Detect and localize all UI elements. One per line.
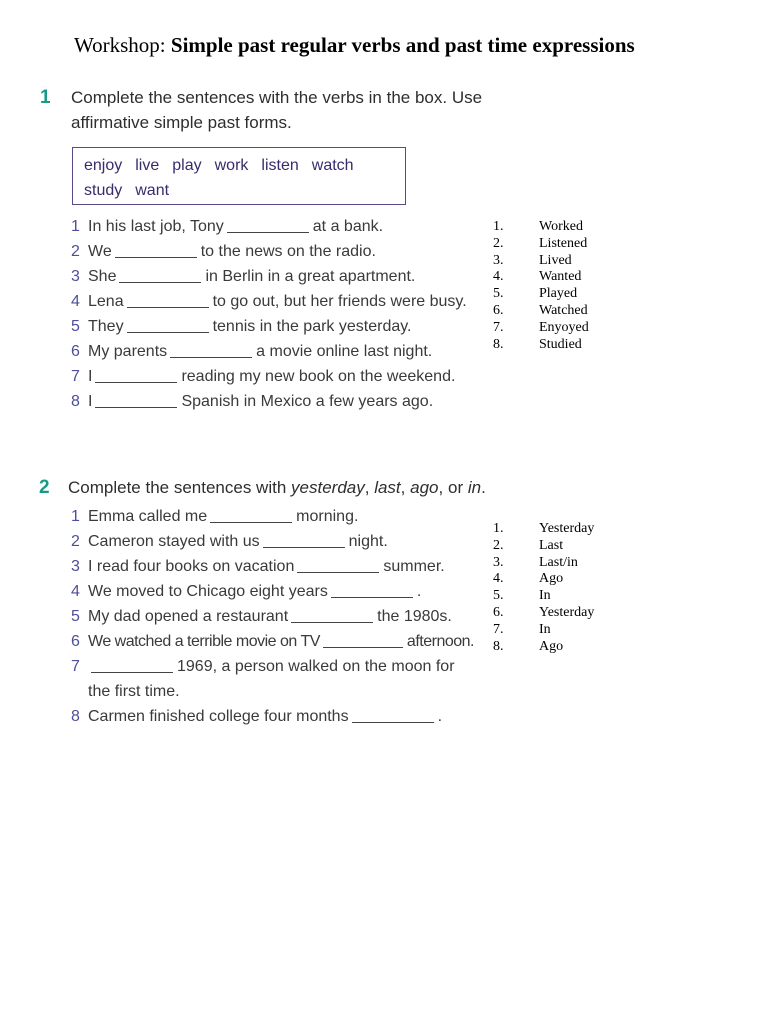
sentence-number: 5: [71, 318, 80, 335]
answer-number: 8.: [493, 336, 504, 352]
sentence-text: My parents: [88, 343, 168, 360]
answer-text: Studied: [539, 336, 582, 352]
answer-number: 7.: [493, 319, 504, 335]
answer-item: [493, 236, 589, 253]
answer-number: 1.: [493, 219, 504, 234]
sentence-text: reading my new book on the weekend.: [181, 368, 456, 385]
sentence-text: In his last job, Tony: [88, 218, 224, 235]
blank-line: [127, 318, 209, 333]
answer-number: 4.: [493, 269, 504, 285]
sentence: [71, 216, 491, 238]
answer-item: [493, 639, 594, 656]
answer-number: 6.: [493, 302, 504, 318]
answer-number: 3.: [493, 554, 504, 570]
sentence: [71, 241, 491, 263]
keyword: last: [374, 478, 401, 497]
sentence-text: a movie online last night.: [256, 343, 433, 360]
sentence-text: Spanish in Mexico a few years ago.: [181, 393, 434, 410]
sentence-number: 3: [71, 558, 80, 575]
sentence-text: 1969, a person walked on the moon for: [177, 658, 455, 675]
answer-item: [493, 303, 589, 320]
answer-item: [493, 337, 589, 354]
sentence-text: the first time.: [88, 683, 180, 700]
exercise-2-instruction: [68, 475, 486, 500]
sentence-text: .: [437, 708, 443, 725]
word-box: [72, 147, 406, 205]
answer-text: Yesterday: [539, 604, 595, 620]
answer-text: Last: [539, 537, 564, 553]
blank-line: [352, 708, 434, 723]
sentence: [71, 606, 491, 628]
sentence-text: afternoon.: [406, 633, 474, 650]
exercise-2-answers: [493, 521, 594, 655]
blank-line: [127, 293, 209, 308]
answer-text: Wanted: [539, 269, 582, 285]
sentence: [71, 291, 491, 313]
keyword: yesterday: [291, 478, 365, 497]
answer-item: [493, 605, 594, 622]
keyword: in: [467, 478, 482, 497]
answer-text: Listened: [539, 235, 588, 251]
title-main: Simple past regular verbs and past time expressions: [170, 33, 635, 57]
box-word: live: [135, 157, 160, 174]
sentence: [71, 706, 491, 728]
answer-number: 1.: [493, 521, 504, 536]
blank-line: [119, 268, 201, 283]
sentence: [71, 531, 491, 553]
sentence-number: 6: [71, 343, 80, 360]
instruction-text: ,: [400, 478, 406, 497]
answer-text: In: [539, 588, 551, 604]
sentence-text: Emma called me: [88, 508, 208, 525]
blank-line: [210, 508, 292, 523]
sentence: [71, 316, 491, 338]
sentence-text: summer.: [383, 558, 445, 575]
sentence-text: Carmen finished college four months: [88, 708, 349, 725]
blank-line: [91, 658, 173, 673]
sentence-text: We watched a terrible movie on TV: [88, 633, 320, 650]
sentence-text: They: [88, 318, 124, 335]
box-word: study: [84, 182, 123, 199]
exercise-1-answers: [493, 219, 589, 353]
answer-item: [493, 571, 594, 588]
blank-line: [115, 243, 197, 258]
answer-text: Enyoyed: [539, 319, 589, 335]
answer-item: [493, 320, 589, 337]
answer-text: Worked: [539, 219, 583, 234]
sentence: [71, 391, 491, 413]
sentence: [71, 341, 491, 363]
sentence-text: I: [88, 393, 93, 410]
sentence-text: We: [88, 243, 112, 260]
sentence-number: 8: [71, 708, 80, 725]
sentence: [71, 556, 491, 578]
exercise-1-instruction: [71, 85, 482, 135]
answer-number: 4.: [493, 571, 504, 587]
blank-line: [227, 218, 309, 233]
answer-number: 2.: [493, 235, 504, 251]
sentence-number: 2: [71, 243, 80, 260]
blank-line: [95, 393, 177, 408]
blank-line: [331, 583, 413, 598]
box-word: watch: [311, 157, 354, 174]
blank-line: [263, 533, 345, 548]
instruction-line: Complete the sentences with the verbs in the box. Use: [71, 88, 483, 107]
sentence-text: .: [416, 583, 422, 600]
answer-number: 8.: [493, 638, 504, 654]
sentence-text: the 1980s.: [377, 608, 452, 625]
answer-item: [493, 622, 594, 639]
answer-text: Ago: [539, 571, 564, 587]
sentence-text: morning.: [296, 508, 359, 525]
sentence-number: 4: [71, 583, 80, 600]
instruction-text: or: [447, 478, 464, 497]
answer-item: [493, 555, 594, 572]
sentence-number: 6: [71, 633, 80, 650]
answer-number: 5.: [493, 588, 504, 604]
sentence: [71, 581, 491, 603]
answer-number: 5.: [493, 286, 504, 302]
sentence-number: 7: [71, 368, 80, 385]
sentence-text: Lena: [88, 293, 124, 310]
instruction-text: ,: [438, 478, 444, 497]
sentence-text: She: [88, 268, 117, 285]
sentence-number: 2: [71, 533, 80, 550]
answer-text: Ago: [539, 638, 564, 654]
sentence-text: at a bank.: [312, 218, 384, 235]
sentence-text: We moved to Chicago eight years: [88, 583, 328, 600]
answer-item: [493, 219, 589, 236]
sentence-text: to go out, but her friends were busy.: [212, 293, 467, 310]
answer-text: Played: [539, 286, 578, 302]
answer-number: 2.: [493, 537, 504, 553]
answer-text: In: [539, 621, 551, 637]
sentence: [71, 506, 491, 528]
exercise-1-number: 1: [40, 87, 51, 108]
sentence-text: night.: [348, 533, 388, 550]
blank-line: [323, 633, 403, 648]
sentence-text: I read four books on vacation: [88, 558, 295, 575]
instruction-text: ,: [364, 478, 370, 497]
instruction-text: Complete the sentences with: [68, 478, 287, 497]
sentence: [71, 656, 491, 678]
answer-item: [493, 521, 594, 538]
sentence-text: My dad opened a restaurant: [88, 608, 289, 625]
answer-number: 6.: [493, 604, 504, 620]
exercise-2-number: 2: [39, 477, 50, 498]
sentence: [71, 631, 491, 653]
sentence-number: 8: [71, 393, 80, 410]
blank-line: [170, 343, 252, 358]
blank-line: [95, 368, 177, 383]
box-word: enjoy: [84, 157, 123, 174]
answer-item: [493, 253, 589, 270]
box-word: work: [214, 157, 249, 174]
answer-text: Watched: [539, 302, 588, 318]
sentence: [71, 681, 491, 703]
sentence-number: 4: [71, 293, 80, 310]
answer-text: Yesterday: [539, 521, 595, 536]
sentence-number: 1: [71, 218, 80, 235]
answer-item: [493, 588, 594, 605]
sentence-number: 5: [71, 608, 80, 625]
sentence-text: I: [88, 368, 93, 385]
sentence-number: 7: [71, 658, 80, 675]
box-word: want: [135, 182, 170, 199]
box-word: listen: [261, 157, 299, 174]
sentence-text: to the news on the radio.: [200, 243, 376, 260]
answer-item: [493, 286, 589, 303]
page-title: [74, 33, 754, 58]
instruction-text: .: [481, 478, 486, 497]
sentence-number: 1: [71, 508, 80, 525]
sentence: [71, 266, 491, 288]
answer-text: Lived: [539, 252, 572, 268]
blank-line: [291, 608, 373, 623]
title-prefix: Workshop:: [74, 33, 166, 57]
sentence-number: 3: [71, 268, 80, 285]
answer-number: 3.: [493, 252, 504, 268]
answer-number: 7.: [493, 621, 504, 637]
answer-item: [493, 269, 589, 286]
instruction-line: affirmative simple past forms.: [71, 113, 292, 132]
keyword: ago: [410, 478, 439, 497]
sentence: [71, 366, 491, 388]
sentence-text: tennis in the park yesterday.: [212, 318, 412, 335]
blank-line: [297, 558, 379, 573]
answer-text: Last/in: [539, 554, 578, 570]
box-word: play: [172, 157, 202, 174]
sentence-text: Cameron stayed with us: [88, 533, 260, 550]
answer-item: [493, 538, 594, 555]
sentence-text: in Berlin in a great apartment.: [205, 268, 416, 285]
